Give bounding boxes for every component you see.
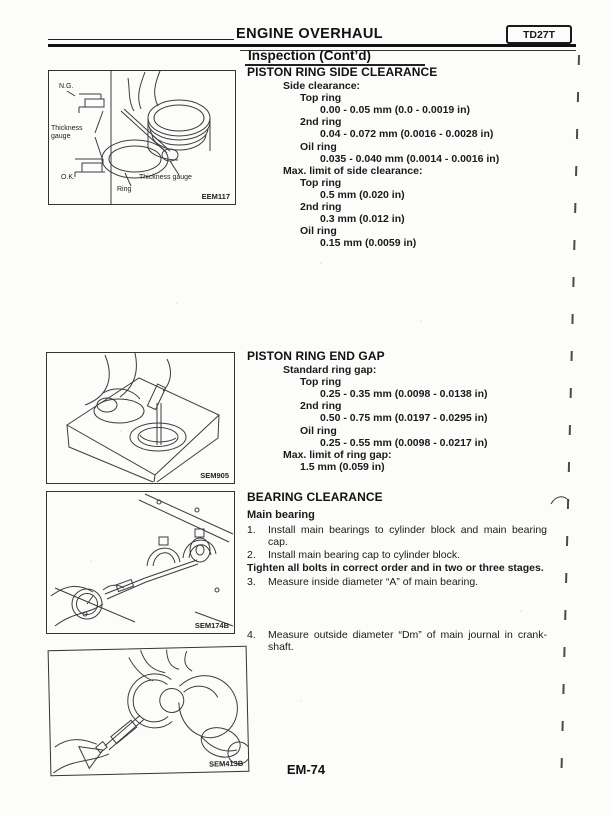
spec-name: 2nd ring (300, 400, 342, 413)
figure-label-thickness-gauge-right: Thickness gauge (139, 174, 192, 181)
step-text: Install main bearings to cylinder block and main bearing cap. (268, 524, 547, 549)
figure-code: SEM174B (194, 621, 229, 630)
step-number: 3. (247, 575, 256, 588)
figure-code: EEM117 (201, 192, 230, 201)
spec-name: Oil ring (300, 424, 337, 437)
spec-group-label: Side clearance: (283, 80, 361, 93)
figure-piston-ring-end-gap (46, 352, 235, 484)
figure-line-art (47, 353, 234, 483)
spec-name: Top ring (300, 376, 342, 389)
spec-value: 0.035 - 0.040 mm (0.0014 - 0.0016 in) (320, 152, 500, 165)
model-code-badge: TD27T (506, 25, 572, 44)
procedure-step (247, 629, 547, 653)
procedure-step (247, 549, 547, 561)
spec-name: 2nd ring (300, 116, 342, 129)
figure-line-art (49, 647, 249, 775)
spec-value: 0.04 - 0.072 mm (0.0016 - 0.0028 in) (320, 128, 494, 141)
spec-value: 0.3 mm (0.012 in) (320, 213, 405, 226)
spec-value: 0.15 mm (0.0059 in) (320, 237, 417, 250)
figure-crank-journal-outside-diameter (48, 646, 250, 776)
step-text: Install main bearing cap to cylinder block. (268, 549, 461, 562)
step-number: 2. (247, 549, 256, 562)
procedure-step (247, 576, 547, 588)
step-number: 1. (247, 524, 256, 537)
figure-main-bearing-inside-diameter (46, 491, 235, 634)
step-text: Measure outside diameter “Dm” of main journal in crank-shaft. (268, 629, 547, 654)
spec-value: 0.25 - 0.55 mm (0.0098 - 0.0217 in) (320, 436, 488, 449)
step-number: 4. (247, 629, 256, 641)
spec-group-label: Standard ring gap: (283, 364, 377, 377)
figure-code: SEM413B (208, 758, 244, 769)
spec-value: 0.25 - 0.35 mm (0.0098 - 0.0138 in) (320, 388, 488, 401)
scan-curl-artifact (550, 494, 570, 506)
scan-noise (0, 0, 2, 2)
procedure-step (247, 524, 547, 548)
section-heading: PISTON RING END GAP (247, 349, 385, 363)
figure-label-ring: Ring (117, 186, 132, 193)
figure-code: SEM905 (200, 471, 229, 480)
section-heading: BEARING CLEARANCE (247, 490, 383, 504)
figure-label-ok: O.K. (61, 174, 76, 181)
step-text: Measure inside diameter “A” of main bearing. (268, 575, 479, 588)
spec-name: 2nd ring (300, 201, 342, 214)
page-title: ENGINE OVERHAUL (236, 26, 383, 42)
spec-name: Top ring (300, 176, 342, 189)
figure-line-art (47, 492, 234, 633)
spec-value: 0.00 - 0.05 mm (0.0 - 0.0019 in) (320, 104, 470, 117)
spec-name: Oil ring (300, 225, 337, 238)
spec-value: 0.5 mm (0.020 in) (320, 188, 405, 201)
section-subtitle: Inspection (Cont’d) (248, 48, 371, 63)
figure-label-thickness-gauge-left: Thickness gauge (51, 125, 83, 140)
spec-value: 1.5 mm (0.059 in) (300, 460, 385, 473)
spec-group-label: Max. limit of ring gap: (283, 448, 392, 461)
header-rule-left (48, 39, 234, 40)
header-rule-main (48, 44, 576, 47)
page-number: EM-74 (286, 762, 326, 777)
spec-name: Top ring (300, 92, 342, 105)
section-bearing-clearance (247, 491, 547, 589)
section-bearing-clearance-step4 (247, 629, 547, 654)
section-piston-ring-end-gap (247, 350, 547, 473)
figure-label-ng: N.G. (59, 83, 74, 90)
sub-heading: Main bearing (247, 509, 315, 522)
scan-edge-marks (560, 55, 580, 790)
spec-value: 0.50 - 0.75 mm (0.0197 - 0.0295 in) (320, 412, 488, 425)
spec-name: Oil ring (300, 140, 337, 153)
section-heading: PISTON RING SIDE CLEARANCE (247, 65, 438, 79)
section-piston-ring-side-clearance (247, 66, 547, 249)
spec-group-label: Max. limit of side clearance: (283, 164, 423, 177)
figure-piston-ring-side-clearance (48, 70, 236, 205)
tightening-note: Tighten all bolts in correct order and in two or three stages. (247, 562, 544, 575)
